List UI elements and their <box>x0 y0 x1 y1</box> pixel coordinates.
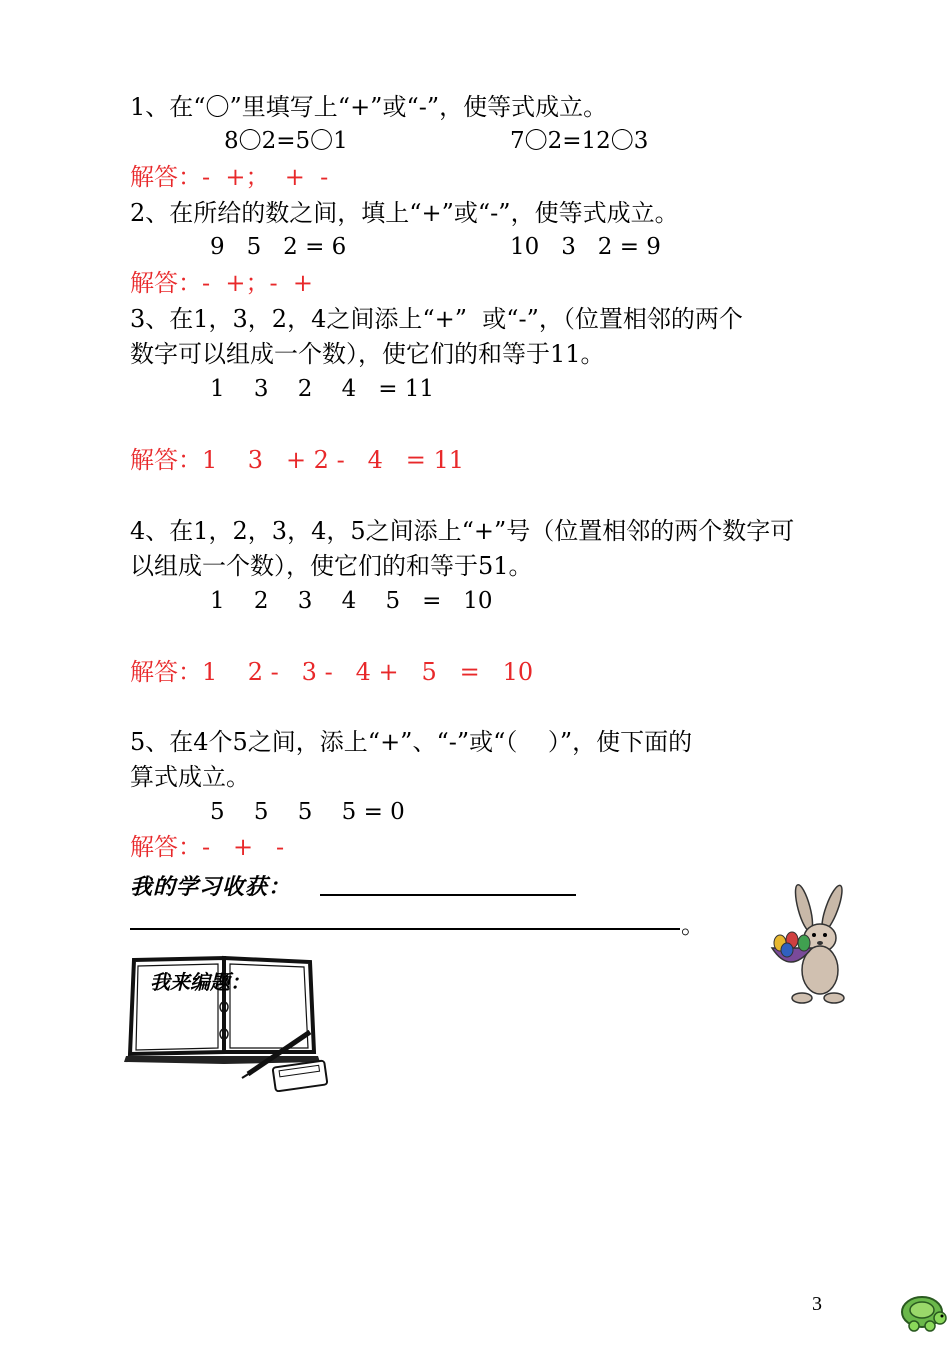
q1-prompt: 1、在“〇”里填写上“+”或“-”，使等式成立。 <box>130 93 608 121</box>
q2-equation-a: 9 5 2 = 6 <box>210 234 347 260</box>
q5-prompt-line1: 5、在4个5之间，添上“+”、“-”或“（ ）”，使下面的 <box>130 728 693 756</box>
q4-prompt-line2: 以组成一个数），使它们的和等于51。 <box>130 552 533 580</box>
q3-answer: 解答：1 3 + 2 - 4 = 11 <box>130 446 465 474</box>
harvest-end-mark: 。 <box>681 911 705 939</box>
harvest-label: 我的学习收获： <box>130 875 292 900</box>
q2-equation-b: 10 3 2 = 9 <box>510 234 661 260</box>
page-number: 3 <box>812 1293 822 1315</box>
q5-equation: 5 5 5 5 = 0 <box>210 799 405 825</box>
q4-answer: 解答：1 2 - 3 - 4 + 5 = 10 <box>130 658 534 686</box>
q1-equation-a: 8〇2=5〇1 <box>224 128 348 154</box>
bunny-illustration <box>762 880 857 1005</box>
harvest-blank-line-1[interactable] <box>320 894 576 896</box>
harvest-blank-line-2[interactable] <box>130 928 680 930</box>
turtle-icon <box>896 1288 948 1334</box>
q1-equation-b: 7〇2=12〇3 <box>510 128 649 154</box>
q2-answer: 解答：- +；- + <box>130 269 313 297</box>
q4-equation: 1 2 3 4 5 = 10 <box>210 588 493 614</box>
q3-prompt-line1: 3、在1，3，2，4之间添上“+” 或“-”，（位置相邻的两个 <box>130 305 743 333</box>
q3-prompt-line2: 数字可以组成一个数），使它们的和等于11。 <box>130 340 605 368</box>
q5-answer: 解答：- + - <box>130 833 285 861</box>
q2-prompt: 2、在所给的数之间，填上“+”或“-”，使等式成立。 <box>130 199 679 227</box>
q5-prompt-line2: 算式成立。 <box>130 763 250 791</box>
q1-answer: 解答：- +； + - <box>130 163 329 191</box>
q3-equation: 1 3 2 4 = 11 <box>210 376 435 402</box>
notebook-label: 我来编题： <box>150 970 250 994</box>
q4-prompt-line1: 4、在1，2，3，4，5之间添上“+”号（位置相邻的两个数字可 <box>130 517 795 545</box>
